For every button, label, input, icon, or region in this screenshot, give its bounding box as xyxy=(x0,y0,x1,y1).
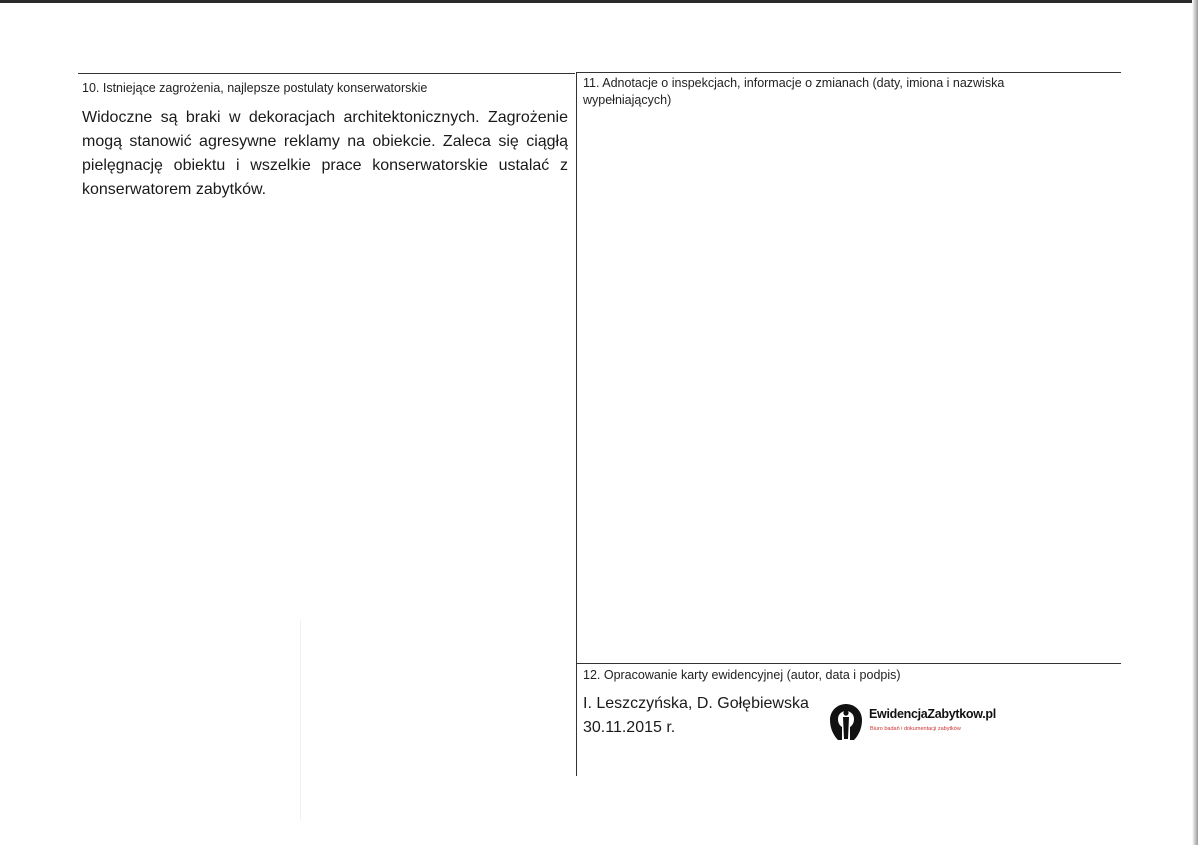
scan-right-edge xyxy=(1192,0,1198,845)
section12-rule xyxy=(576,663,1121,664)
section11-heading: 11. Adnotacje o inspekcjach, informacje o zmianach (daty, imiona i nazwiska wypełniających) xyxy=(583,76,1005,107)
scan-top-edge xyxy=(0,0,1198,3)
stamp-name: EwidencjaZabytkow.pl xyxy=(869,707,996,721)
section10-heading: 10. Istniejące zagrożenia, najlepsze postulaty konserwatorskie xyxy=(82,81,428,95)
stamp-tagline: Biuro badań i dokumentacji zabytków xyxy=(870,726,961,732)
date-value: 30.11.2015 r. xyxy=(583,719,676,736)
company-stamp xyxy=(829,701,999,741)
column-divider xyxy=(576,72,577,776)
author-names: I. Leszczyńska, D. Gołębiewska xyxy=(583,695,809,712)
section10-text: Widoczne są braki w dekoracjach architektonicznych. Zagrożenie mogą stanowić agresywne reklamy na obiekcie. Zaleca się ciągłą pielęgnację obiektu i wszelkie prace konserwatorskie ustalać z konserwatorem zabytków. xyxy=(82,109,568,198)
top-rule-right xyxy=(576,72,1121,73)
top-rule-left xyxy=(78,73,575,74)
faint-margin-line xyxy=(300,620,301,820)
keyhole-logo-icon xyxy=(829,703,863,741)
section12-heading: 12. Opracowanie karty ewidencyjnej (autor, data i podpis) xyxy=(583,668,901,682)
